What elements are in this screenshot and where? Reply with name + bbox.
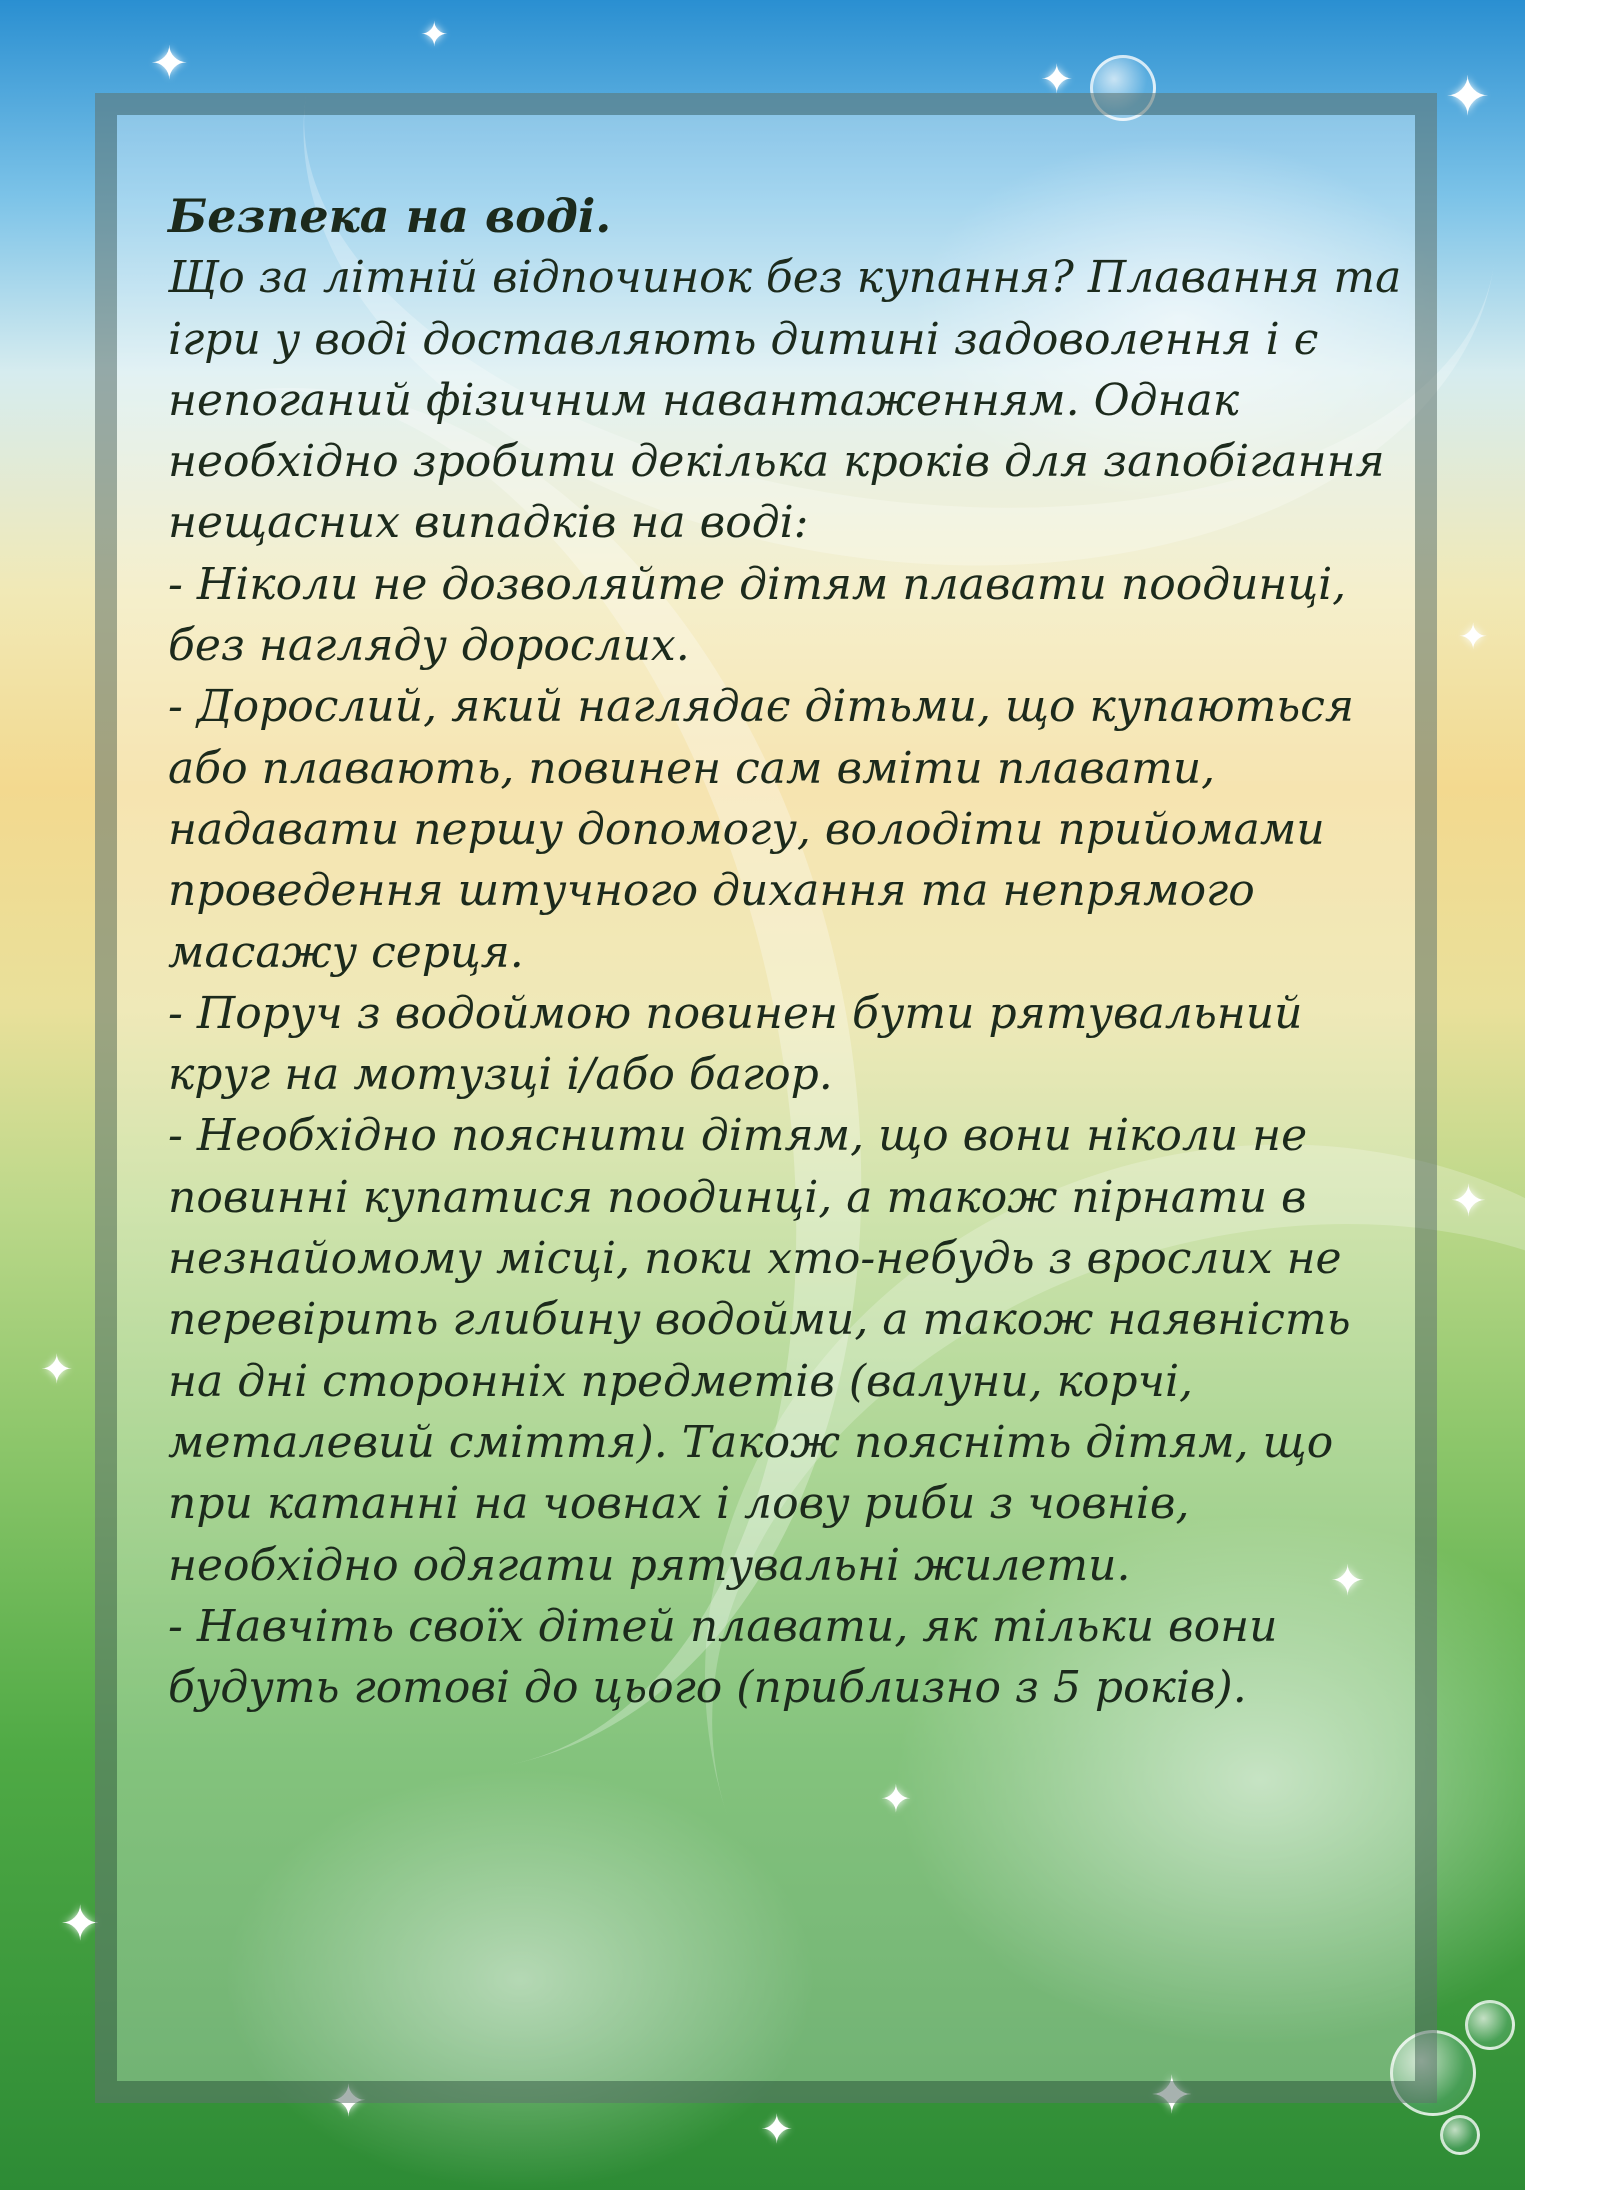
sparkle-icon: ✦	[1330, 1556, 1366, 1605]
bubble-icon	[1465, 2000, 1515, 2050]
sparkle-icon: ✦	[1450, 1176, 1487, 1227]
sparkle-icon: ✦	[40, 1347, 74, 1393]
intro-paragraph: Що за літній відпочинок без купання? Плавання та ігри у воді доставляють дитині задоволення і є непоганий фізичним навантаженням. Однак необхідно зробити декілька кроків для запобігання нещасних випадків на воді:	[168, 252, 1402, 549]
sparkle-icon: ✦	[760, 2107, 794, 2153]
poster-title: Безпека на воді.	[168, 189, 612, 243]
rule-item: - Дорослий, який наглядає дітьми, що купаються або плавають, повинен сам вміти плавати, надавати першу допомогу, володіти прийомами проведення штучного дихання та непрямого масажу серця.	[168, 681, 1355, 978]
rule-item: - Ніколи не дозволяйте дітям плавати поодинці, без нагляду дорослих.	[168, 558, 1347, 672]
rule-item: - Поруч з водоймою повинен бути рятувальний круг на мотузці і/або багор.	[168, 987, 1303, 1101]
sparkle-icon: ✦	[880, 1777, 912, 1821]
sparkle-icon: ✦	[1445, 65, 1491, 128]
sparkle-icon: ✦	[1040, 57, 1074, 103]
bubble-icon	[1440, 2115, 1480, 2155]
sparkle-icon: ✦	[60, 1896, 101, 1952]
sparkle-icon: ✦	[420, 15, 449, 55]
sparkle-icon: ✦	[1458, 617, 1489, 658]
sparkle-icon: ✦	[330, 2076, 367, 2127]
rule-item: - Необхідно пояснити дітям, що вони ніколи не повинні купатися поодинці, а також пірнати в незнайомому місці, поки хто-небудь з врослих не перевірить глибину водойми, а також наявність на дні сторонніх предметів (валуни, корчі, металевий сміття). Також поясніть дітям, що при катанні на човнах і лову риби з човнів, необхідно одягати рятувальні жилети.	[168, 1110, 1351, 1591]
sparkle-icon: ✦	[1150, 2066, 1194, 2126]
poster-content	[168, 186, 1418, 1718]
rule-item: - Навчіть своїх дітей плавати, як тільки вони будуть готові до цього (приблизно з 5 років).	[168, 1600, 1278, 1714]
sparkle-icon: ✦	[150, 36, 189, 90]
